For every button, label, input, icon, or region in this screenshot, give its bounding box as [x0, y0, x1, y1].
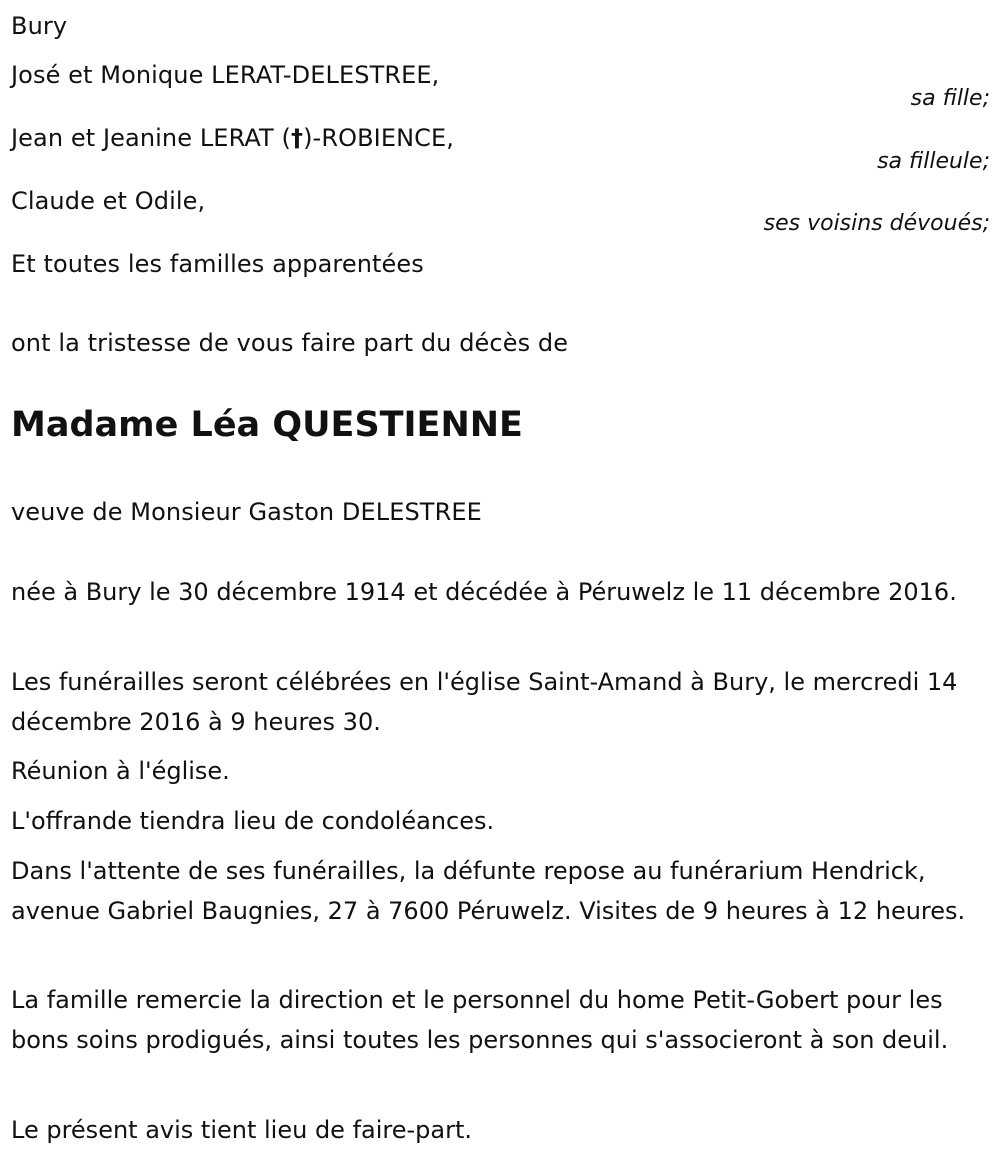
- thanks-paragraph: La famille remercie la direction et le personnel du home Petit-Gobert pour les bons soins prodigués, ainsi toutes les personnes qui s'associeront à son deuil.: [11, 986, 949, 1054]
- location-header: Bury: [11, 12, 68, 40]
- meeting-paragraph: Réunion à l'église.: [11, 757, 230, 785]
- family-member-name: Et toutes les familles apparentées: [11, 250, 424, 278]
- family-member-relation: sa fille;: [910, 86, 990, 111]
- family-member-relation: sa filleule;: [877, 149, 990, 174]
- family-member-name: [11, 123, 454, 153]
- funerarium-paragraph: Dans l'attente de ses funérailles, la défunte repose au funérarium Hendrick, avenue Gabriel Baugnies, 27 à 7600 Péruwelz. Visites de 9 heures à 12 heures.: [11, 857, 966, 925]
- family-member-relation: ses voisins dévoués;: [763, 211, 990, 236]
- name-part: )-ROBIENCE,: [303, 124, 454, 152]
- offering-paragraph: L'offrande tiendra lieu de condoléances.: [11, 807, 495, 835]
- notice-paragraph: Le présent avis tient lieu de faire-part.: [11, 1116, 473, 1144]
- name-part: Jean et Jeanine LERAT (: [11, 124, 291, 152]
- funeral-paragraph: Les funérailles seront célébrées en l'église Saint-Amand à Bury, le mercredi 14 décembre 2016 à 9 heures 30.: [11, 668, 958, 736]
- birth-death-paragraph: née à Bury le 30 décembre 1914 et décédée à Péruwelz le 11 décembre 2016.: [11, 578, 957, 606]
- announcement-text: ont la tristesse de vous faire part du décès de: [11, 329, 569, 357]
- widow-of-text: veuve de Monsieur Gaston DELESTREE: [11, 498, 482, 526]
- family-member-name: José et Monique LERAT-DELESTREE,: [11, 61, 440, 89]
- cross-icon: †: [290, 124, 304, 152]
- deceased-name: Madame Léa QUESTIENNE: [11, 405, 523, 445]
- family-member-name: Claude et Odile,: [11, 187, 206, 215]
